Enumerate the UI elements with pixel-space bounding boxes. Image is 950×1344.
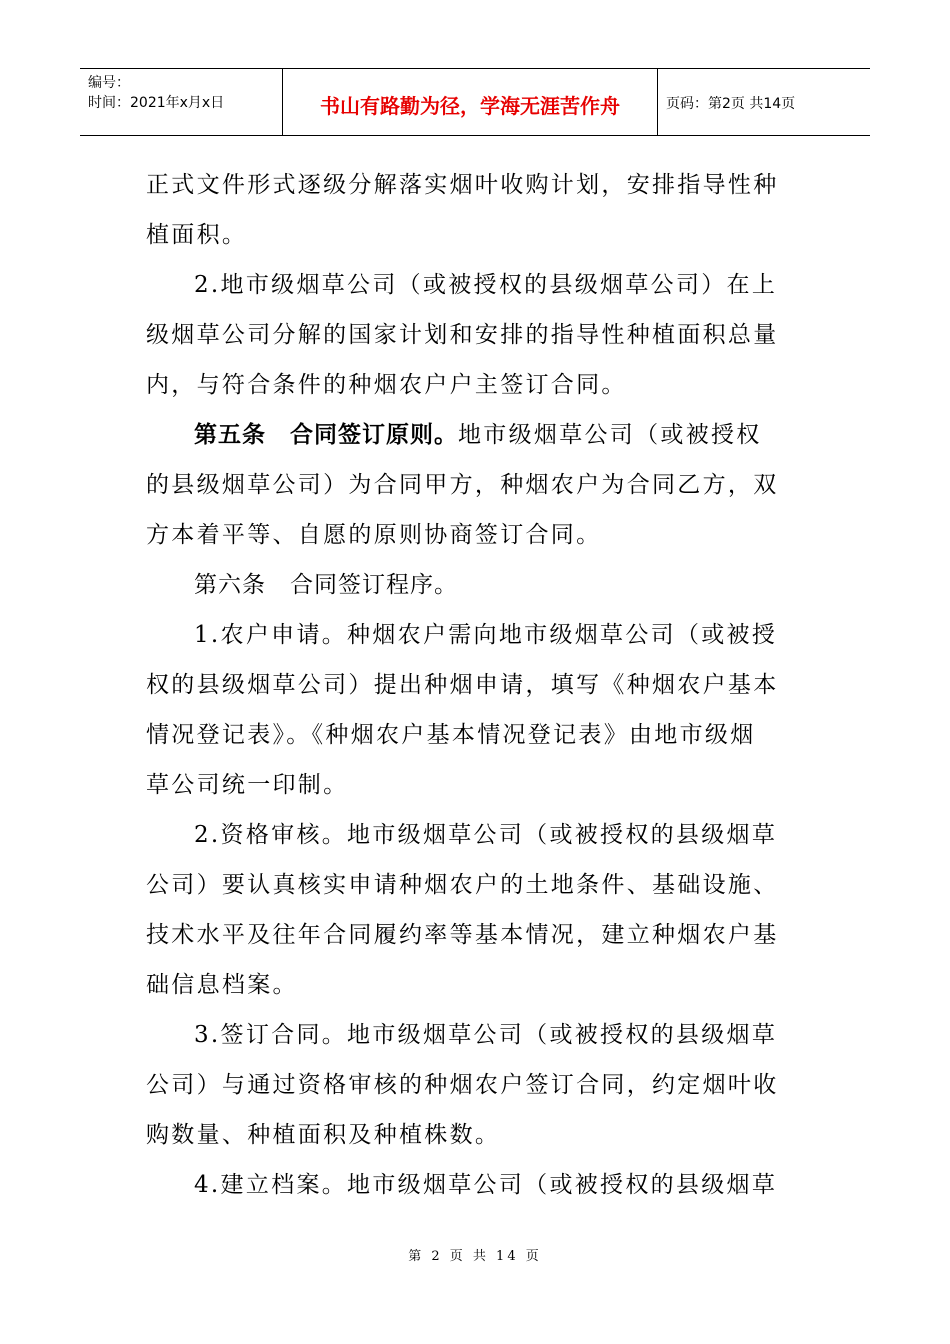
- text-line: [146, 510, 806, 560]
- text-line: [146, 960, 806, 1010]
- text-line: [146, 910, 806, 960]
- line-text: 内，与符合条件的种烟农户户主签订合同。: [146, 372, 627, 398]
- text-line: [146, 610, 806, 660]
- text-line: [146, 260, 806, 310]
- text-line: [146, 1010, 806, 1060]
- line-text: 公司）要认真核实申请种烟农户的土地条件、基础设施、: [146, 872, 779, 898]
- line-text: 正式文件形式逐级分解落实烟叶收购计划，安排指导性种: [146, 172, 779, 198]
- text-line: [146, 710, 806, 760]
- text-line: [146, 1110, 806, 1160]
- page-footer: 第 2 页 共 14 页: [408, 1249, 542, 1264]
- line-text: 4.建立档案。地市级烟草公司（或被授权的县级烟草: [194, 1172, 778, 1198]
- text-line: [146, 360, 806, 410]
- text-line: [146, 460, 806, 510]
- line-text: 方本着平等、自愿的原则协商签订合同。: [146, 522, 602, 548]
- text-line: [146, 860, 806, 910]
- line-text: 级烟草公司分解的国家计划和安排的指导性种植面积总量: [146, 322, 779, 348]
- text-line: [146, 1060, 806, 1110]
- line-text: 1.农户申请。种烟农户需向地市级烟草公司（或被授: [194, 622, 778, 648]
- line-text: 的县级烟草公司）为合同甲方，种烟农户为合同乙方，双: [146, 472, 779, 498]
- line-text: 草公司统一印制。: [146, 772, 349, 798]
- line-text: 地市级烟草公司（或被授权: [458, 422, 762, 448]
- article-heading: 第六条 合同签订程序。: [194, 572, 458, 598]
- document-number: 编号：: [88, 75, 130, 91]
- text-line: [146, 760, 806, 810]
- article-heading: 第五条 合同签订原则。: [194, 422, 458, 448]
- line-text: 权的县级烟草公司）提出种烟申请，填写《种烟农户基本: [146, 672, 779, 698]
- line-text: 2.资格审核。地市级烟草公司（或被授权的县级烟草: [194, 822, 778, 848]
- text-line: [146, 810, 806, 860]
- line-text: 2.地市级烟草公司（或被授权的县级烟草公司）在上: [194, 272, 778, 298]
- text-line: [146, 210, 806, 260]
- document-body: [146, 160, 806, 1210]
- text-line: [146, 410, 806, 460]
- line-text: 技术水平及往年合同履约率等基本情况，建立种烟农户基: [146, 922, 779, 948]
- header-motto: 书山有路勤为径，学海无涯苦作舟: [283, 69, 658, 135]
- header-page-info: 页码：第2页 共14页: [666, 96, 796, 112]
- text-line: [146, 560, 806, 610]
- line-text: 础信息档案。: [146, 972, 298, 998]
- header-meta: [80, 69, 283, 135]
- text-line: [146, 310, 806, 360]
- line-text: 公司）与通过资格审核的种烟农户签订合同，约定烟叶收: [146, 1072, 779, 1098]
- text-line: [146, 160, 806, 210]
- page-header: [80, 68, 870, 136]
- text-line: [146, 660, 806, 710]
- line-text: 3.签订合同。地市级烟草公司（或被授权的县级烟草: [194, 1022, 778, 1048]
- line-text: 植面积。: [146, 222, 248, 248]
- line-text: 购数量、种植面积及种植株数。: [146, 1122, 501, 1148]
- line-text: 情况登记表》。《种烟农户基本情况登记表》由地市级烟: [146, 722, 756, 748]
- text-line: [146, 1160, 806, 1210]
- document-date: 时间：2021年x月x日: [88, 95, 225, 111]
